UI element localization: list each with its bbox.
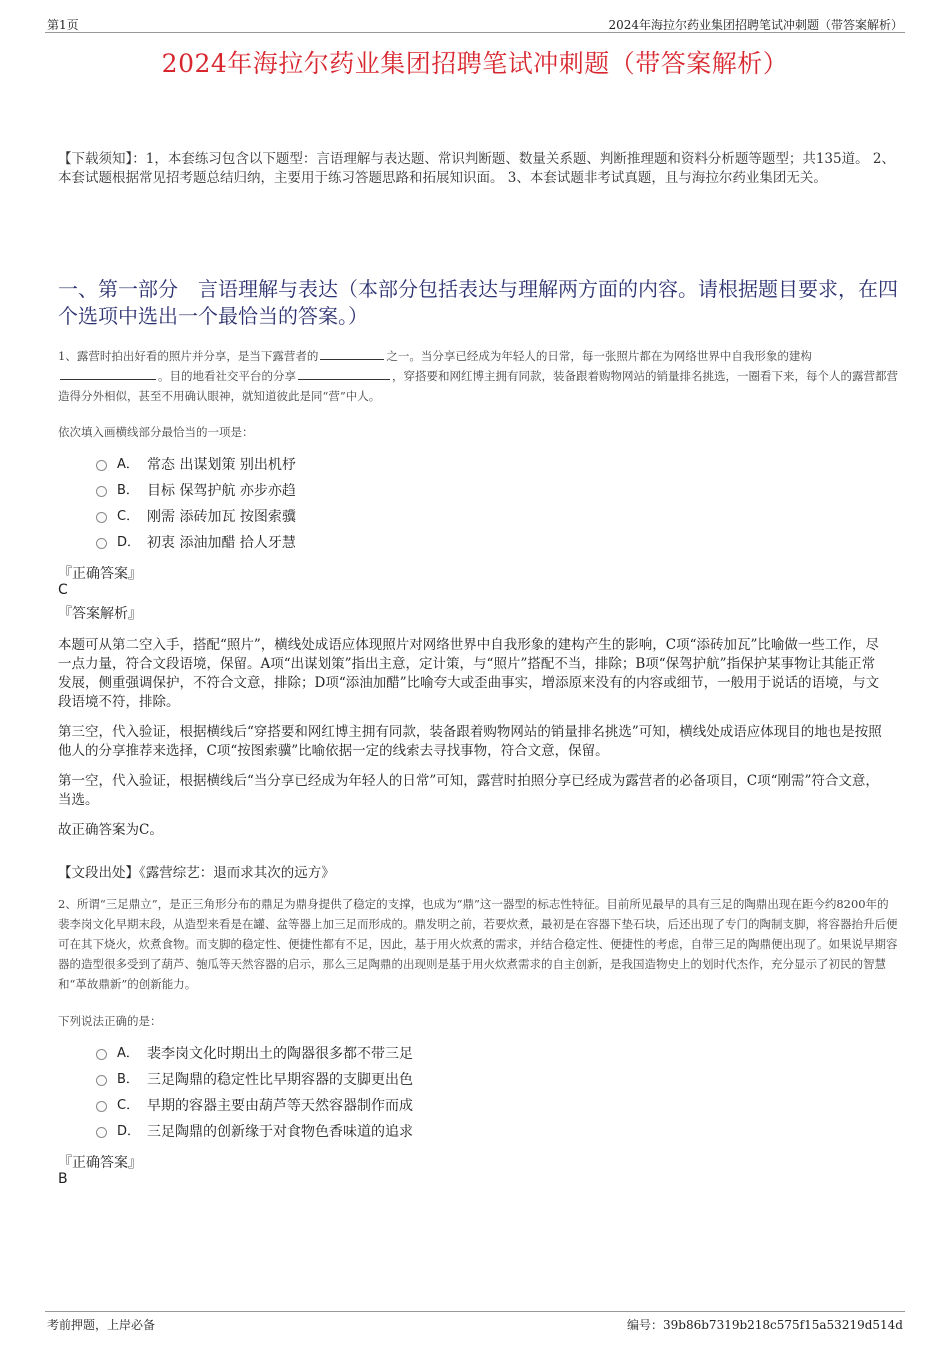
header-doc-title: 2024年海拉尔药业集团招聘笔试冲刺题（带答案解析）	[608, 18, 903, 32]
analysis-paragraph: 故正确答案为C。	[58, 822, 163, 838]
radio-icon[interactable]	[96, 460, 107, 471]
q1-blank-2	[60, 367, 156, 380]
q2-option-c[interactable]: C． 早期的容器主要由葫芦等天然容器制作而成	[96, 1093, 413, 1119]
footer-slogan: 考前押题，上岸必备	[47, 1318, 156, 1332]
page-number: 第1页	[47, 18, 79, 32]
q1-text-part3: 。目的地看社交平台的分享	[158, 369, 296, 383]
question-1-options	[96, 452, 296, 556]
q1-text-part2: 之一。当分享已经成为年轻人的日常，每一张照片都在为网络世界中自我形象的建构	[386, 349, 812, 363]
q2-option-d[interactable]: D． 三足陶鼎的创新缘于对食物色香味道的追求	[96, 1119, 413, 1145]
page-footer	[45, 1311, 905, 1334]
q1-answer: C	[58, 582, 68, 598]
q1-option-b[interactable]: B． 目标 保驾护航 亦步亦趋	[96, 478, 296, 504]
q1-answer-label: 『正确答案』	[58, 566, 142, 582]
q1-option-c[interactable]: C． 刚需 添砖加瓦 按图索骥	[96, 504, 296, 530]
q2-option-b[interactable]: B． 三足陶鼎的稳定性比早期容器的支脚更出色	[96, 1067, 413, 1093]
q1-analysis-label: 『答案解析』	[58, 606, 142, 622]
q1-option-d[interactable]: D． 初衷 添油加醋 拾人牙慧	[96, 530, 296, 556]
analysis-paragraph: 第三空，代入验证，根据横线后“穿搭要和网红博主拥有同款，装备跟着购物网站的销量排名挑选”可知，横线处成语应体现目的地也是按照他人的分享推荐来选择，C项“按图索骥”比喻依据一定的线索去寻找事物，符合文意，保留。	[58, 724, 882, 759]
radio-icon[interactable]	[96, 486, 107, 497]
section-title: 一、第一部分 言语理解与表达（本部分包括表达与理解两方面的内容。请根据题目要求，在四个选项中选出一个最恰当的答案。）	[58, 277, 898, 328]
q1-text-part1: 1、露营时拍出好看的照片并分享，是当下露营者的	[58, 349, 319, 363]
question-1-text	[58, 346, 900, 406]
question-2-prompt: 下列说法正确的是：	[58, 1014, 162, 1028]
radio-icon[interactable]	[96, 1101, 107, 1112]
question-2-text: 2、所谓“三足鼎立”，是正三角形分布的鼎足为鼎身提供了稳定的支撑，也成为“鼎”这一器型的标志性特征。目前所见最早的具有三足的陶鼎出现在距今约8200年的裴李岗文化早期末段，从造型来看是在罐、盆等器上加三足而形成的。鼎发明之前，若要炊煮，最初是在容器下垫石块，后还出现了专门的陶制支脚，将容器抬升后便可在其下烧火，炊煮食物。而支脚的稳定性、便捷性都有不足，因此，基于用火炊煮的需求，并结合稳定性、便捷性的考虑，自带三足的陶鼎便出现了。如果说早期容器的造型很多受到了葫芦、匏瓜等天然容器的启示，那么三足陶鼎的出现则是基于用火炊煮需求的自主创新，是我国造物史上的划时代杰作，充分显示了初民的智慧和“革故鼎新”的创新能力。	[58, 897, 898, 991]
document-title: 2024年海拉尔药业集团招聘笔试冲刺题（带答案解析）	[161, 49, 789, 78]
page-header	[45, 14, 905, 33]
question-2-options	[96, 1041, 413, 1145]
q1-source: 【文段出处】《露营综艺：退而求其次的远方》	[58, 865, 335, 881]
radio-icon[interactable]	[96, 538, 107, 549]
q2-answer: B	[58, 1171, 68, 1187]
q2-answer-label: 『正确答案』	[58, 1155, 142, 1171]
radio-icon[interactable]	[96, 1049, 107, 1060]
radio-icon[interactable]	[96, 512, 107, 523]
analysis-paragraph: 本题可从第二空入手，搭配“照片”，横线处成语应体现照片对网络世界中自我形象的建构产生的影响，C项“添砖加瓦”比喻做一些工作，尽一点力量，符合文段语境，保留。A项“出谋划策”指出主意，定计策，与“照片”搭配不当，排除；B项“保驾护航”指保护某事物让其能正常发展，侧重强调保护，不符合文意，排除；D项“添油加醋”比喻夸大或歪曲事实，增添原来没有的内容或细节，一般用于说话的语境，与文段语境不符，排除。	[58, 637, 880, 710]
analysis-paragraph: 第一空，代入验证，根据横线后“当分享已经成为年轻人的日常”可知，露营时拍照分享已经成为露营者的必备项目，C项“刚需”符合文意，当选。	[58, 773, 879, 808]
download-notice: 【下载须知】：1，本套练习包含以下题型：言语理解与表达题、常识判断题、数量关系题、判断推理题和资料分析题等题型；共135道。 2、本套试题根据常见招考题总结归纳，主要用于练习答题思路和拓展知识面。 3、本套试题非考试真题，且与海拉尔药业集团无关。	[58, 151, 895, 186]
radio-icon[interactable]	[96, 1127, 107, 1138]
radio-icon[interactable]	[96, 1075, 107, 1086]
q1-text-part4: ，穿搭要和网红博主拥有同款，装备跟着购物网站的销量排名挑选，一圈看下来，每个人的露营都营造得分外相似，甚至不用确认眼神，就知道彼此是同“营”中人。	[58, 369, 898, 403]
q1-option-a[interactable]: A． 常态 出谋划策 别出机杼	[96, 452, 296, 478]
q2-option-a[interactable]: A． 裴李岗文化时期出土的陶器很多都不带三足	[96, 1041, 413, 1067]
q1-blank-1	[320, 347, 384, 360]
footer-doc-id: 编号：39b86b7319b218c575f15a53219d514d	[627, 1318, 903, 1332]
q1-analysis	[58, 636, 886, 851]
q1-blank-3	[298, 367, 390, 380]
question-1-prompt: 依次填入画横线部分最恰当的一项是：	[58, 425, 254, 439]
